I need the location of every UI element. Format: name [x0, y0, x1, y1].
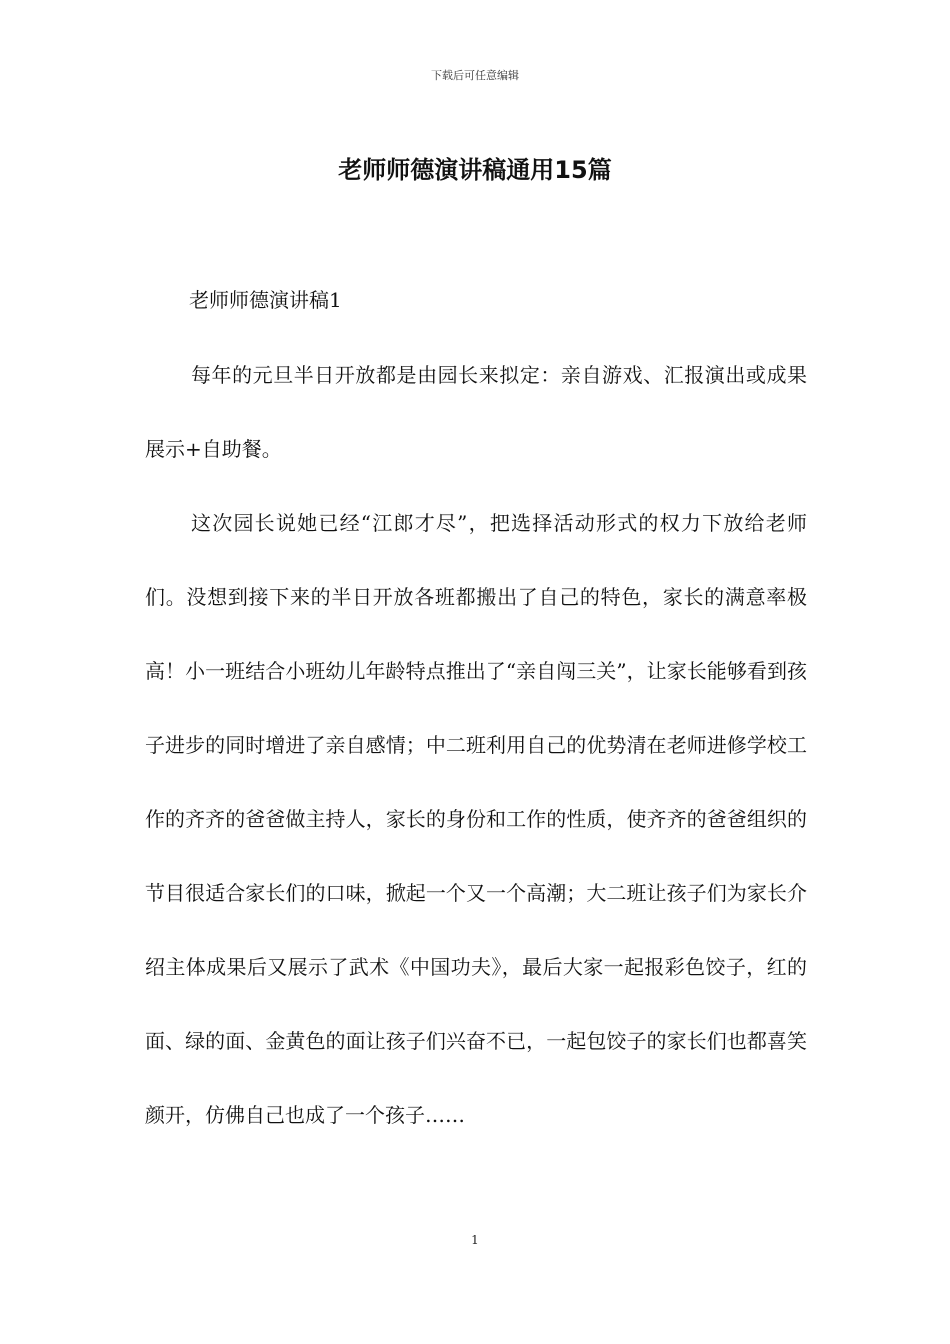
page-number: 1	[471, 1233, 479, 1247]
section-heading: 老师师德演讲稿1	[189, 288, 342, 312]
header-note: 下载后可任意编辑	[431, 69, 519, 82]
paragraph-2: 这次园长说她已经“江郎才尽”，把选择活动形式的权力下放给老师们。没想到接下来的半日开放各班都搬出了自己的特色，家长的满意率极高！小一班结合小班幼儿年龄特点推出了“亲自闯三关”，让家长能够看到孩子进步的同时增进了亲自感情；中二班利用自己的优势清在老师进修学校工作的齐齐的爸爸做主持人，家长的身份和工作的性质，使齐齐的爸爸组织的节目很适合家长们的口味，掀起一个又一个高潮；大二班让孩子们为家长介绍主体成果后又展示了武术《中国功夫》，最后大家一起报彩色饺子，红的面、绿的面、金黄色的面让孩子们兴奋不已，一起包饺子的家长们也都喜笑颜开，仿佛自己也成了一个孩子……	[145, 511, 807, 1127]
document-title: 老师师德演讲稿通用15篇	[338, 156, 612, 184]
paragraph-1: 每年的元旦半日开放都是由园长来拟定：亲自游戏、汇报演出或成果展示+自助餐。	[145, 363, 807, 461]
document-body	[145, 280, 807, 1152]
